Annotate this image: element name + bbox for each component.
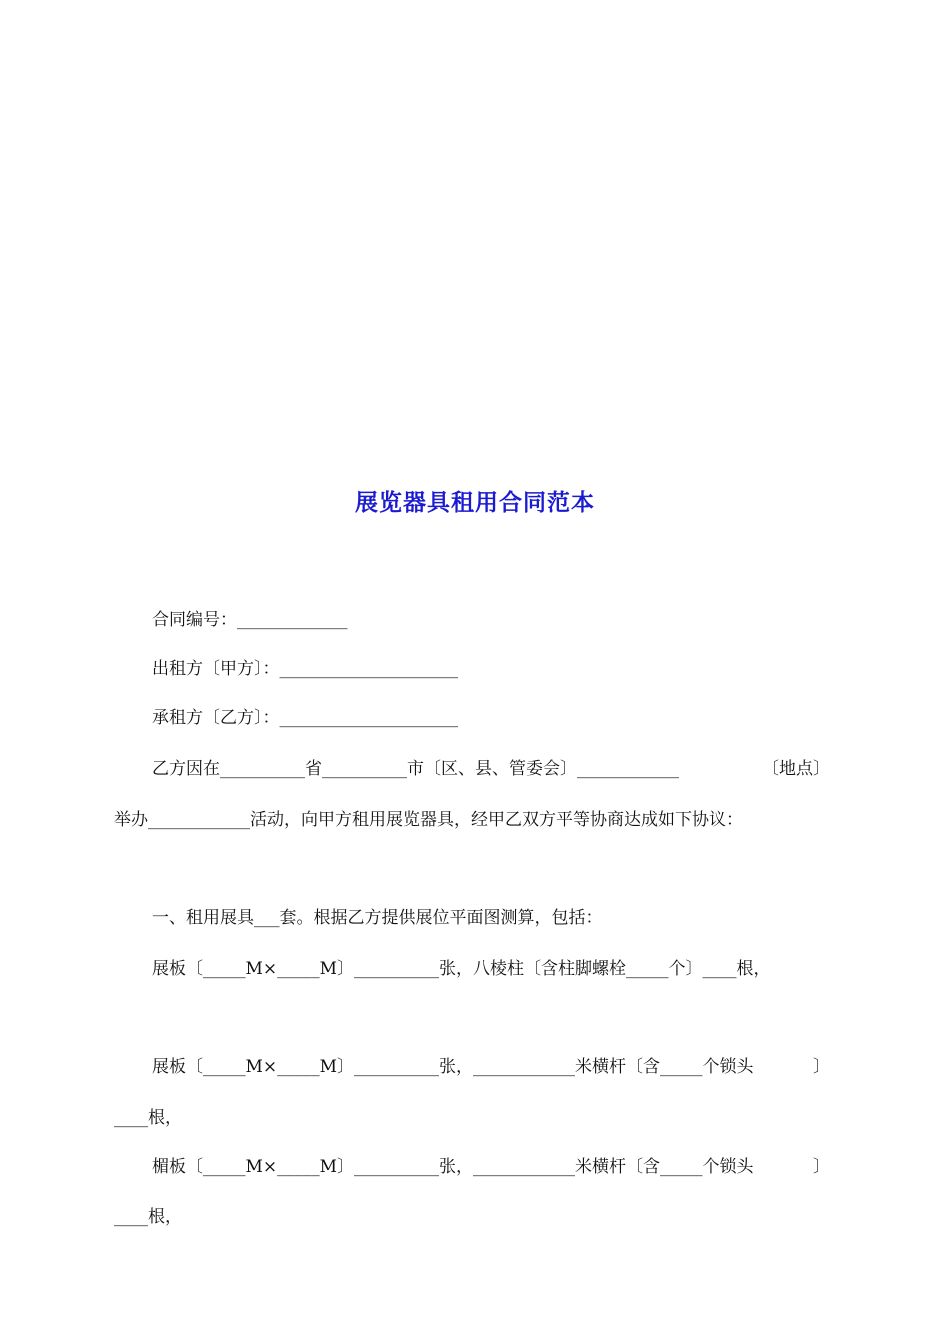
item-line-3-end: 〕 — [813, 1157, 830, 1177]
item-line-3-text: 楣板〔_____M×_____M〕__________张，____________米横杆〔含_____个锁头 — [152, 1157, 754, 1177]
intro-line-1-end: 〔地点〕 — [762, 759, 830, 779]
contract-number-line: 合同编号：_____________ — [152, 610, 348, 630]
lessor-line: 出租方〔甲方〕：_____________________ — [152, 659, 458, 679]
intro-line-2: 举办____________活动，向甲方租用展览器具，经甲乙双方平等协商达成如下协议： — [114, 810, 743, 830]
item-line-2-continuation: ____根， — [114, 1108, 182, 1128]
item-line-3 — [152, 1155, 830, 1179]
item-line-2-end: 〕 — [813, 1057, 830, 1077]
item-line-1: 展板〔_____M×_____M〕__________张，八棱柱〔含柱脚螺栓_____个〕____根， — [152, 959, 771, 979]
document-title: 展览器具租用合同范本 — [355, 489, 595, 516]
item-line-2 — [152, 1055, 830, 1079]
item-line-2-text: 展板〔_____M×_____M〕__________张，____________米横杆〔含_____个锁头 — [152, 1057, 754, 1077]
clause-1-heading: 一、租用展具___套。根据乙方提供展位平面图测算，包括： — [152, 908, 603, 928]
item-line-3-continuation: ____根， — [114, 1207, 182, 1227]
intro-line-1 — [152, 757, 830, 781]
intro-line-1-text: 乙方因在__________省__________市〔区、县、管委会〕____________ — [152, 759, 679, 779]
lessee-line: 承租方〔乙方〕：_____________________ — [152, 708, 458, 728]
